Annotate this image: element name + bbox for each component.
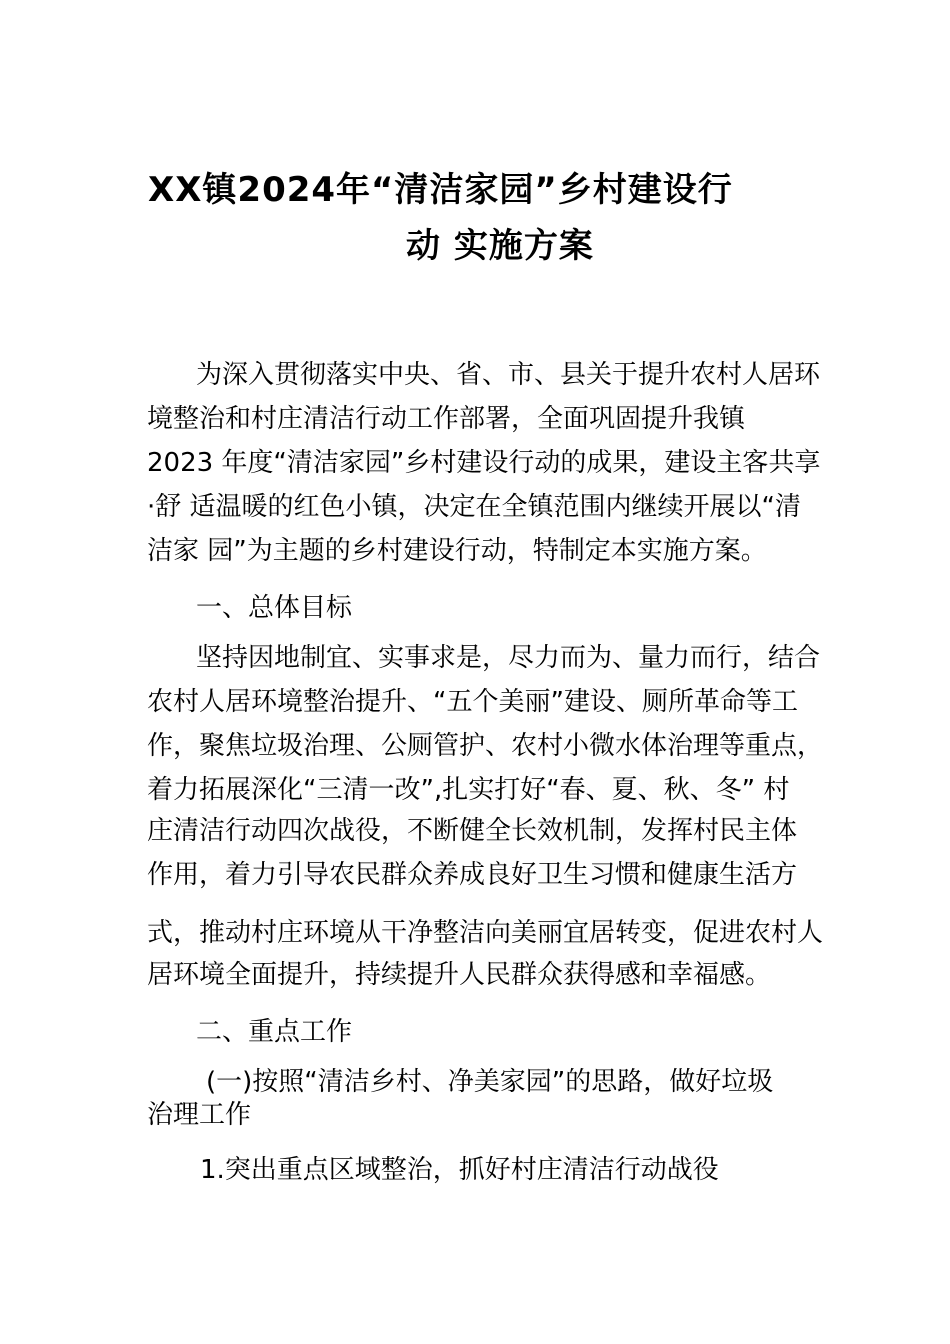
item-heading: 1.突出重点区域整治，抓好村庄清洁行动战役 [200,1155,719,1185]
intro-line: ·舒 适温暖的红色小镇，决定在全镇范围内继续开展以“清 [147,492,801,522]
subsection-heading-line: (一)按照“清洁乡村、净美家园”的思路，做好垃圾 [206,1067,774,1097]
section-heading-key-work: 二、重点工作 [196,1017,353,1047]
intro-line: 洁家 园”为主题的乡村建设行动，特制定本实施方案。 [147,536,767,566]
subsection-heading-line: 治理工作 [147,1100,252,1130]
goal-body-line: 居环境全面提升，持续提升人民群众获得感和幸福感。 [147,960,772,990]
goal-body-line: 作用，着力引导农民群众养成良好卫生习惯和健康生活方 [147,860,798,890]
goal-body-line: 着力拓展深化“三清一改”,扎实打好“春、夏、秋、冬” 村 [147,775,790,805]
intro-line: 为深入贯彻落实中央、省、市、县关于提升农村人居环 [196,360,821,390]
document-title-line-1: XX镇2024年“清洁家园”乡村建设行 [148,170,733,210]
intro-line: 2023 年度“清洁家园”乡村建设行动的成果，建设主客共享 [147,448,821,478]
goal-body-line: 作，聚焦垃圾治理、公厕管护、农村小微水体治理等重点， [147,731,824,761]
section-heading-overall-goal: 一、总体目标 [196,593,353,623]
goal-body-line: 农村人居环境整治提升、“五个美丽”建设、厕所革命等工 [147,687,798,717]
intro-line: 境整治和村庄清洁行动工作部署，全面巩固提升我镇 [147,404,746,434]
document-title-line-2: 动 实施方案 [406,226,594,266]
goal-body-line: 坚持因地制宜、实事求是，尽力而为、量力而行，结合 [196,643,821,673]
goal-body-line: 式，推动村庄环境从干净整洁向美丽宜居转变，促进农村人 [147,918,824,948]
goal-body-line: 庄清洁行动四次战役，不断健全长效机制，发挥村民主体 [147,816,798,846]
